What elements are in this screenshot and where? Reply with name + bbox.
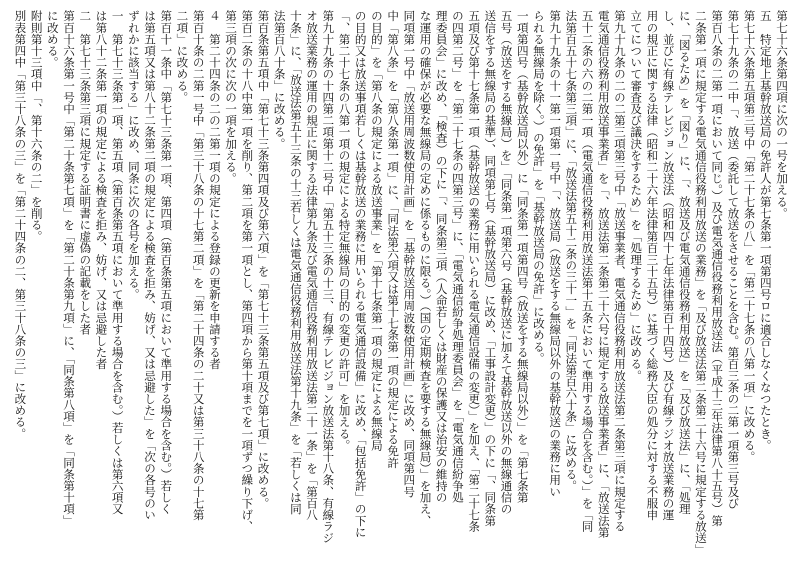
text-line: し、並びに有線テレビジョン放送法（昭和四十七年法律第百十四号）及び有線ラジオ放送業務の運 [661, 10, 676, 521]
text-line: 第三項の次に次の一項を加える。 [224, 10, 239, 184]
text-line: 二条第一項に規定する電気通信役務利用放送の業務」を「及び放送法第二条第二十六号に規定する放送」 [693, 10, 708, 556]
text-line: 二項」に改める。 [175, 10, 190, 103]
text-line: の四第二号」を「第二十七条の四第三号」に、「電気通信紛争処理委員会」を「電気通信紛争処 [450, 10, 465, 503]
text-line: の目的」を「第八条の規定による放送事業」を「第十七条第一項の規定による無線局 [369, 10, 384, 451]
text-line: 法第百五十七条第三項」に、「放送法第五十二条の三十一」を「同法第百六十条」に改める。 [564, 10, 579, 492]
text-line: 第九十九条の十四第二項第十二号中「第五十三条の十三、有線テレビジョン放送法第十八条、有線ラジ [321, 10, 336, 544]
text-line: 立てについて審査及び議決をするため」を「処理するため」に改める。 [629, 10, 644, 382]
text-line: 五項及び第十七条第一項（基幹放送の業務に用いられる電気通信設備の変更）」を加え、「第二十七条 [467, 10, 482, 532]
text-line: 一 第七十三条第一項、第五項（第百条第五項において準用する場合を含む。）若しくは第六項又 [110, 10, 125, 515]
text-line: 第百二条の十八中第一項を削り、第二項を第一項とし、第四項から第十項までを一項ずつ繰り下げ、 [240, 10, 255, 532]
text-line: な運用の確保が必要な無線局の定めに係るものに限る。）（国の定期検査を要する無線局）」を加え、 [418, 10, 433, 527]
text-line: 別表第四中「第三十八条の三」を「第二十四条の二、第三十八条の三」に改める。 [13, 10, 28, 440]
text-line: 同項第一号中「放送用周波数使用計画」を「基幹放送用周波数使用計画」に改め、同項第四号 [402, 10, 417, 498]
vertical-text-body [12, 10, 790, 556]
text-line: 五号（放送をする無線局）を」「同条第一項第六号（基幹放送に加えて基幹放送以外の無線通信の [499, 10, 514, 515]
text-line: 理委員会」に改め、「検査）の下に「、同条第三項（人命若しくは財産の保護又は治安の維持の [434, 10, 449, 503]
text-line: 第百十一条中「第七十三条第一項、第四項（第百条第五項において準用する場合を含む。）若しく [159, 10, 174, 515]
text-line: 五十二条の六の二第一項（電気通信役務利用放送法第十五条において準用する場合を含む。）」を「同 [580, 10, 595, 532]
text-line: 第百条第五項中「第七十三条第四項及び第六項」を「第七十三条第五項及び第七項」に改める。 [256, 10, 271, 509]
text-line: は第五項又は第八十二条第二項の規定による検査を拒み、妨げ、又は忌避した」を「次の各号のい [143, 10, 158, 521]
text-line: の目的又は放送事項若しくは基幹放送の業務に用いられる電気通信設備」に改め、「包括免許」の下に [353, 10, 368, 538]
text-line: 第百十六条第一号中「第二十条第七項」を「第二十条第九項」に、「同条第八項」を「同条第十項」 [62, 10, 77, 527]
text-line: オ放送業務の運用の規正に関する法律第九条及び電気通信役務利用放送法第二十一条」を「第百八 [305, 10, 320, 521]
text-line: られる無線局を除く。）の免許」を「基幹放送局の免許」に改める。 [531, 10, 546, 364]
text-line: ずれかに該当する」に改め、同条に次の各号を加える。 [126, 10, 141, 300]
text-line: 送信をする無線局の基準）、同項第七号（基幹放送局）に改め、「工事設計変更）」の下に「、同条第 [483, 10, 498, 527]
text-line: 附則第十三項中「、第十六条の二」を削る。 [29, 10, 44, 242]
text-line: ４ 第二十四条の二の二第一項の規定による登録の更新を申請する者 [207, 10, 222, 370]
text-line: 電気通信役務利用放送事業者」を「、放送法第二条第二十六号に規定する放送事業者」に、「放送法第 [596, 10, 611, 538]
text-line: 用の規正に関する法律（昭和二十六年法律第百三十五号）に基づく総務大臣の処分に対する不服申 [645, 10, 660, 521]
text-line: 一項第四号（基幹放送局以外）に「同条第一項第四号（放送をする無線局以外）」を「第七条第 [515, 10, 530, 503]
text-line: 十条」に、「放送法第五十三条の十三若しくは電気通信役務利用放送法第十九条」を「若しくは同 [288, 10, 303, 515]
text-line: に改める。 [45, 10, 60, 68]
text-line: 第七十六条第四項に次の一号を加える。 [775, 10, 789, 219]
text-line: 「、第二十七条の八第一項の規定による特定無線局の目的の変更の許可」を加える。 [337, 10, 352, 451]
text-line: は第八十二条第一項の規定による検査を拒み、妨げ、又は忌避した者 [94, 10, 109, 370]
text-line: 第九十九条の十一第一項第一号中「、放送局（放送をする無線局以外の基幹放送の業務に用い [548, 10, 563, 498]
text-line: 第九十九条の二の二第三項第三号中「放送事業者、電気通信役務利用放送法第二条第三項に規定する [612, 10, 627, 532]
text-line: に、「図るため」を「図り」に、「、放送及び電気通信役務利用放送」を「及び放送法」に、「処理 [677, 10, 692, 515]
text-line: 法第百八十条」に改める。 [272, 10, 287, 150]
text-line: 中「第八条」を「第八条第一項」に、「同法第六項又は第十七条第一項の規定による免許 [386, 10, 401, 469]
text-line: 第七十六条第五項第三号中「第二十七条の八」を「第二十七条の八第一項」に改める。 [742, 10, 757, 463]
text-line: 二 第七十三条第三項に規定する証明書に虚偽の記載をした者 [78, 10, 93, 335]
text-line: 第七十九条の二中「、放送（委託して放送をさせることを含む。第百三条の二第一項第三号及び [726, 10, 741, 509]
text-line: 第百十条の二第一号中「第三十八条の十七第二項」を「第二十四条の二十又は第三十八条の十七第 [191, 10, 206, 521]
text-line: 五 特定地上基幹放送局の免許人が第七条第一項第四号ロに適合しなくなつたとき。 [758, 10, 773, 451]
text-line: 第百八条の二第一項において同じ。）及び電気通信役務利用放送法（平成十三年法律第八十五号）第 [710, 10, 725, 527]
